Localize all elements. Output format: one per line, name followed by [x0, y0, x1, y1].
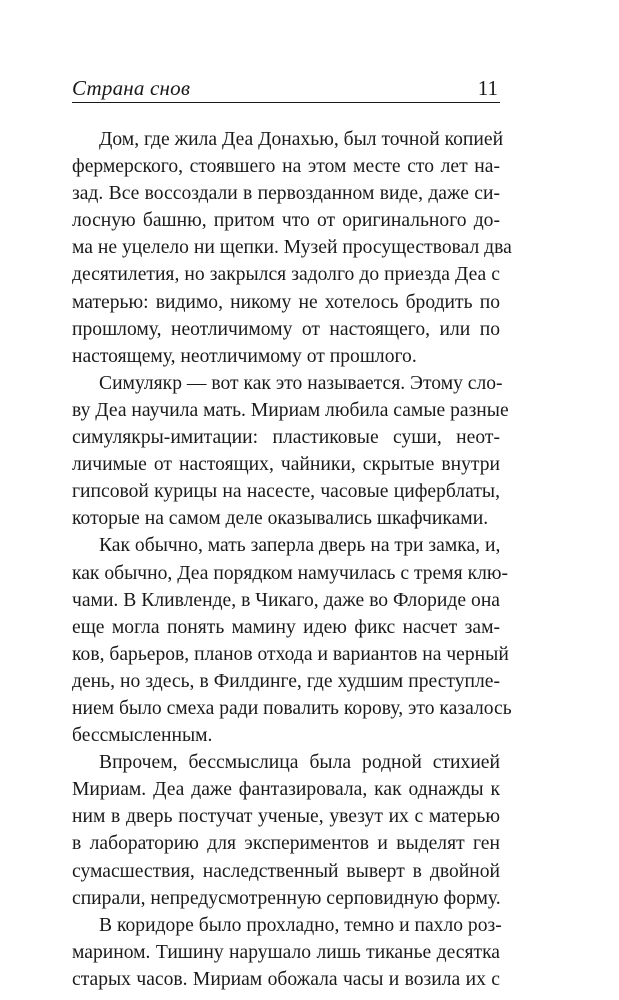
text-line: ков, барьеров, планов отхода и вариантов на черный — [72, 643, 509, 665]
text-line: чами. В Кливленде, в Чикаго, даже во Флориде она — [72, 589, 500, 611]
header-rule — [72, 102, 500, 103]
text-line: зад. Все воссоздали в первозданном виде, даже си- — [72, 183, 500, 205]
running-title: Страна снов — [72, 76, 191, 100]
text-line: прошлому, неотличимому от настоящего, или по — [72, 318, 500, 340]
text-line: старых часов. Мириам обожала часы и возила их с — [72, 968, 500, 990]
text-line: фермерского, стоявшего на этом месте сто лет на- — [72, 156, 500, 178]
paragraph — [72, 126, 512, 370]
text-line: ним в дверь постучат ученые, увезут их с матерью — [72, 806, 500, 828]
text-line: личимые от настоящих, чайники, скрытые внутри — [72, 454, 500, 476]
text-line: ву Деа научила мать. Мириам любила самые разные — [72, 399, 509, 421]
text-line: настоящему, неотличимому от прошлого. — [72, 345, 417, 367]
paragraph — [72, 370, 509, 533]
running-header — [72, 74, 500, 104]
text-line: симулякры-имитации: пластиковые суши, неот- — [72, 427, 500, 449]
text-line: в лабораторию для экспериментов и выделят ген — [72, 833, 500, 855]
text-line: бессмысленным. — [72, 725, 213, 747]
page-number: 11 — [477, 76, 498, 100]
text-line: нием было смеха ради повалить корову, это казалось — [72, 697, 512, 719]
text-line: Мириам. Деа даже фантазировала, как однажды к — [72, 779, 500, 801]
text-line: Впрочем, бессмыслица была родной стихией — [99, 752, 500, 774]
text-line: которые на самом деле оказывались шкафчиками. — [72, 508, 489, 530]
text-line: десятилетия, но закрылся задолго до приезда Деа с — [72, 264, 500, 286]
text-line: как обычно, Деа порядком намучилась с тремя клю- — [72, 562, 509, 584]
text-line: лосную башню, притом что от оригинального до- — [72, 210, 500, 232]
paragraph — [72, 912, 500, 993]
body-text — [72, 126, 512, 993]
text-line: матерью: видимо, никому не хотелось бродить по — [72, 291, 500, 313]
text-line: Дом, где жила Деа Донахью, был точной копией — [99, 129, 504, 150]
text-line: марином. Тишину нарушало лишь тиканье десятка — [72, 941, 500, 963]
text-line: сумасшествия, наследственный выверт в двойной — [72, 860, 500, 882]
text-line: еще могла понять мамину идею фикс насчет зам- — [72, 616, 500, 638]
text-line: день, но здесь, в Филдинге, где худшим преступле- — [72, 670, 500, 692]
text-line: гипсовой курицы на насесте, часовые циферблаты, — [72, 481, 500, 503]
paragraph — [72, 749, 500, 912]
text-line: ма не уцелело ни щепки. Музей просуществовал два — [72, 237, 512, 259]
text-line: Симулякр — вот как это называется. Этому сло- — [99, 372, 503, 394]
text-line: В коридоре было прохладно, темно и пахло роз- — [99, 914, 502, 936]
paragraph — [72, 532, 512, 749]
text-line: Как обычно, мать заперла дверь на три замка, и, — [99, 535, 501, 557]
text-line: спирали, непредусмотренную серповидную форму. — [72, 887, 501, 909]
